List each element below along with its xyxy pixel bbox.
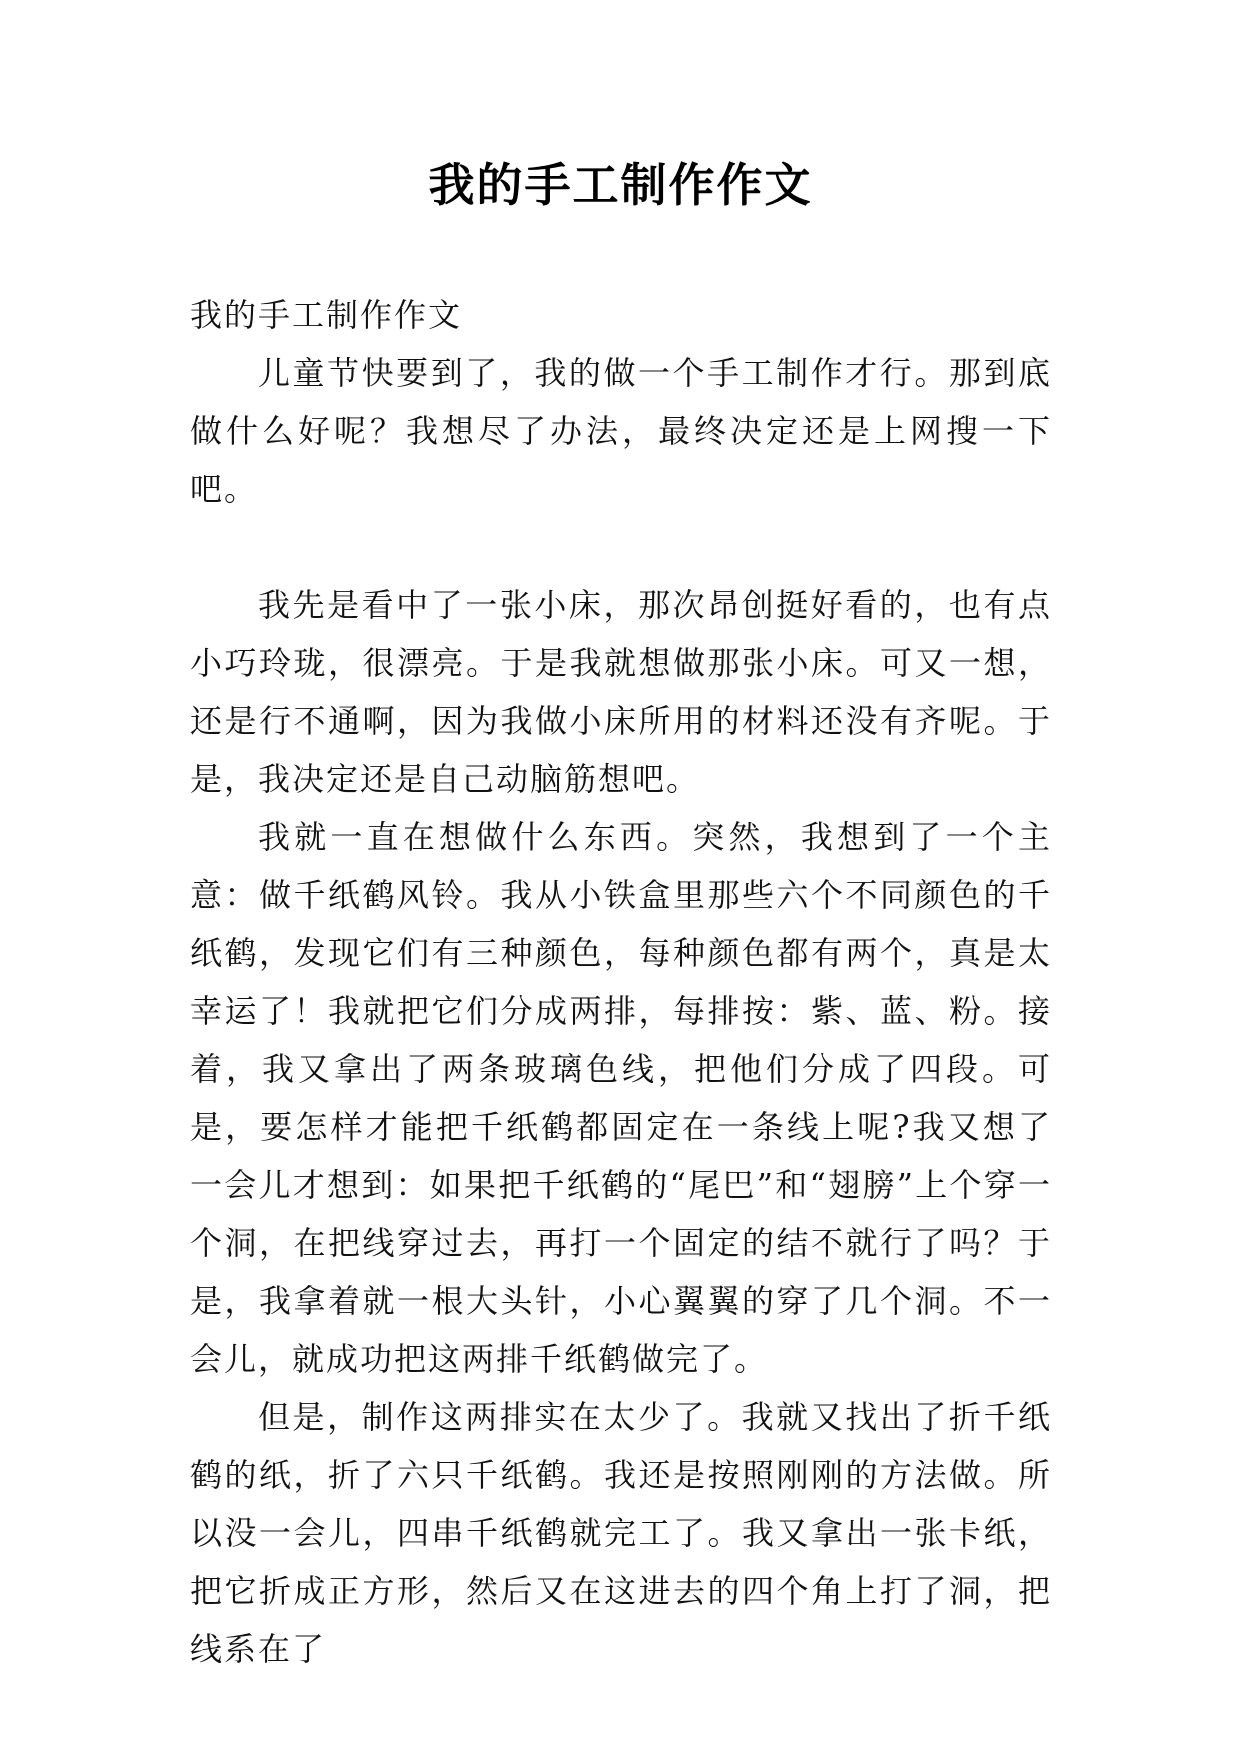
document-body — [190, 286, 1052, 1678]
paragraph-1: 儿童节快要到了，我的做一个手工制作才行。那到底做什么好呢？我想尽了办法，最终决定还是上网搜一下吧。 — [190, 354, 1052, 508]
paragraph-3: 我就一直在想做什么东西。突然，我想到了一个主意：做千纸鹤风铃。我从小铁盒里那些六个不同颜色的千纸鹤，发现它们有三种颜色，每种颜色都有两个，真是太幸运了！我就把它们分成两排，每排按：紫、蓝、粉。接着，我又拿出了两条玻璃色线，把他们分成了四段。可是，要怎样才能把千纸鹤都固定在一条线上呢?我又想了一会儿才想到：如果把千纸鹤的“尾巴”和“翅膀”上个穿一个洞，在把线穿过去，再打一个固定的结不就行了吗？于是，我拿着就一根大头针，小心翼翼的穿了几个洞。不一会儿，就成功把这两排千纸鹤做完了。 — [190, 818, 1052, 1378]
document-subtitle: 我的手工制作作文 — [190, 296, 463, 334]
paragraph-4: 但是，制作这两排实在太少了。我就又找出了折千纸鹤的纸，折了六只千纸鹤。我还是按照刚刚的方法做。所以没一会儿，四串千纸鹤就完工了。我又拿出一张卡纸，把它折成正方形，然后又在这进去的四个角上打了洞，把线系在了 — [190, 1398, 1052, 1668]
page-title: 我的手工制作作文 — [428, 158, 813, 212]
paragraph-2: 我先是看中了一张小床，那次昂创挺好看的，也有点小巧玲珑，很漂亮。于是我就想做那张小床。可又一想，还是行不通啊，因为我做小床所用的材料还没有齐呢。于是，我决定还是自己动脑筋想吧。 — [190, 586, 1052, 798]
